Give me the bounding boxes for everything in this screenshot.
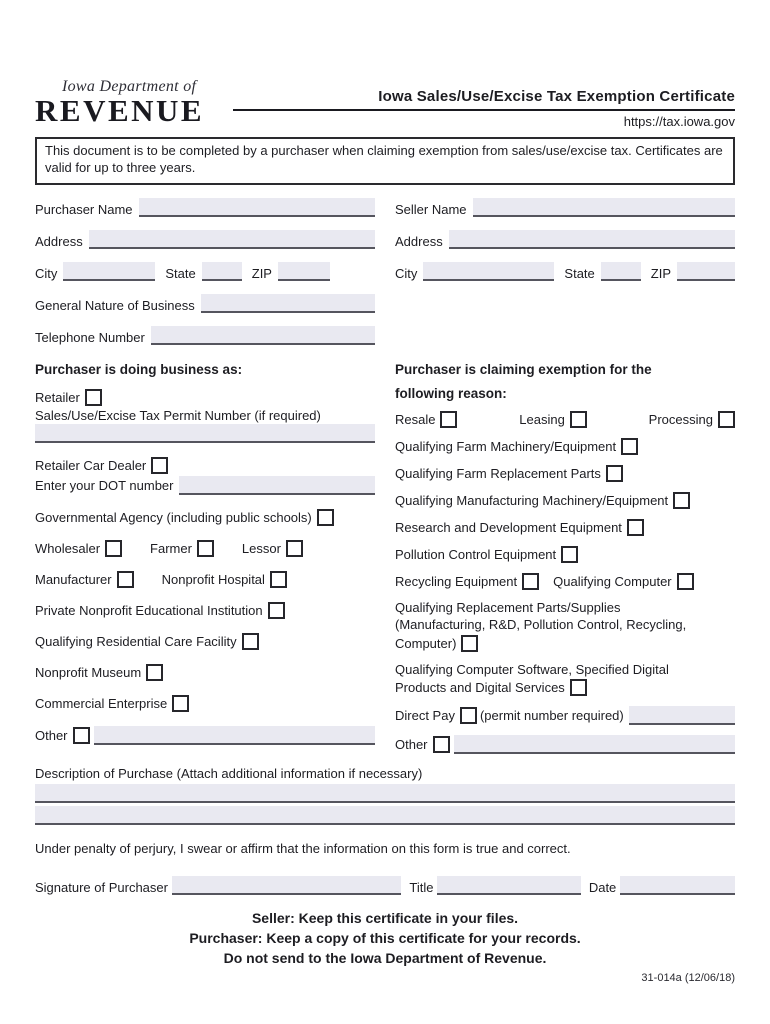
farmer-label: Farmer	[150, 540, 192, 556]
direct-pay-checkbox[interactable]	[460, 707, 477, 724]
farm-parts-checkbox[interactable]	[606, 465, 623, 482]
retailer-checkbox[interactable]	[85, 389, 102, 406]
replacement-parts-line3: Computer)	[395, 635, 457, 651]
software-line2: Products and Digital Services	[395, 679, 565, 695]
recycling-computer-row	[395, 573, 735, 590]
software-line1: Qualifying Computer Software, Specified Digital	[395, 661, 669, 677]
governmental-label: Governmental Agency (including public schools)	[35, 509, 312, 525]
business-other-checkbox[interactable]	[73, 727, 90, 744]
replacement-parts-line2: (Manufacturing, R&D, Pollution Control, Recycling,	[395, 616, 687, 632]
resale-leasing-processing-row	[395, 411, 735, 428]
lessor-checkbox[interactable]	[286, 540, 303, 557]
dot-number-row	[35, 476, 375, 495]
leasing-label: Leasing	[519, 411, 565, 427]
purchase-description-input-line1[interactable]	[35, 784, 735, 803]
seller-name-row	[395, 198, 735, 217]
replacement-parts-line3-row	[395, 635, 735, 652]
research-row	[395, 519, 735, 536]
purchaser-name-row	[35, 198, 375, 217]
exemption-heading-line2: following reason:	[395, 385, 507, 401]
checkbox-section	[35, 362, 735, 754]
seller-name-label: Seller Name	[395, 201, 467, 217]
pollution-label: Pollution Control Equipment	[395, 546, 557, 562]
lessor-label: Lessor	[241, 540, 281, 556]
seller-state-input[interactable]	[601, 262, 641, 281]
purchaser-city-label: City	[35, 265, 58, 281]
purchaser-name-label: Purchaser Name	[35, 201, 133, 217]
wholesaler-pair	[35, 540, 122, 557]
wholesaler-farmer-lessor-row	[35, 540, 375, 557]
business-other-label: Other	[35, 727, 68, 743]
farm-equipment-checkbox[interactable]	[621, 438, 638, 455]
governmental-checkbox[interactable]	[317, 509, 334, 526]
title-label: Title	[409, 879, 434, 895]
form-number: 31-014a (12/06/18)	[641, 971, 735, 984]
permit-number-input[interactable]	[35, 424, 375, 443]
logo-revenue-text: REVENUE	[35, 93, 205, 128]
purchaser-city-state-zip-row	[35, 262, 375, 281]
purchaser-name-input[interactable]	[139, 198, 375, 217]
manufacturer-label: Manufacturer	[35, 571, 112, 587]
direct-pay-label: Direct Pay	[395, 707, 455, 723]
do-not-send-note: Do not send to the Iowa Department of Revenue.	[223, 950, 547, 967]
software-line2-row	[395, 679, 735, 696]
exemption-other-row	[395, 735, 735, 754]
mfg-equipment-row	[395, 492, 735, 509]
farmer-pair	[150, 540, 214, 557]
nonprofit-museum-label: Nonprofit Museum	[35, 664, 142, 680]
direct-pay-permit-input[interactable]	[629, 706, 735, 725]
research-label: Research and Development Equipment	[395, 519, 622, 535]
residential-care-label: Qualifying Residential Care Facility	[35, 633, 237, 649]
retailer-row	[35, 389, 375, 406]
seller-address-input[interactable]	[449, 230, 735, 249]
manufacturer-checkbox[interactable]	[117, 571, 134, 588]
recycling-pair	[395, 573, 539, 590]
purchaser-info-column	[35, 198, 375, 358]
governmental-row	[35, 509, 375, 526]
telephone-label: Telephone Number	[35, 329, 145, 345]
signature-label: Signature of Purchaser	[35, 879, 168, 895]
business-nature-label: General Nature of Business	[35, 297, 195, 313]
dot-number-label: Enter your DOT number	[35, 477, 174, 493]
retailer-label: Retailer	[35, 389, 80, 405]
date-input[interactable]	[620, 876, 735, 895]
replacement-parts-line1: Qualifying Replacement Parts/Supplies	[395, 599, 621, 615]
perjury-declaration: Under penalty of perjury, I swear or affirm that the information on this form is true and correct.	[35, 840, 571, 856]
purchase-description-section	[35, 766, 735, 825]
exemption-column	[395, 362, 735, 754]
purchaser-city-input[interactable]	[63, 262, 155, 281]
replacement-parts-checkbox[interactable]	[461, 635, 478, 652]
exemption-heading-line1: Purchaser is claiming exemption for the	[395, 361, 652, 377]
qualifying-computer-label: Qualifying Computer	[553, 573, 672, 589]
purchaser-address-input[interactable]	[89, 230, 375, 249]
seller-info-column	[395, 198, 735, 358]
title-input[interactable]	[437, 876, 580, 895]
seller-keep-note: Seller: Keep this certificate in your files.	[251, 909, 519, 926]
resale-pair	[395, 411, 457, 428]
exemption-other-input[interactable]	[454, 735, 735, 754]
purchase-description-input-line2[interactable]	[35, 806, 735, 825]
residential-care-checkbox[interactable]	[242, 633, 259, 650]
instruction-notice: This document is to be completed by a purchaser when claiming exemption from sales/use/excise tax. Certificates are valid for up to three years.	[35, 137, 735, 185]
signature-input[interactable]	[172, 876, 401, 895]
private-edu-label: Private Nonprofit Educational Institution	[35, 602, 263, 618]
manufacturer-pair	[35, 571, 134, 588]
private-edu-row	[35, 602, 375, 619]
leasing-checkbox[interactable]	[570, 411, 587, 428]
farm-parts-label: Qualifying Farm Replacement Parts	[395, 465, 601, 481]
commercial-enterprise-label: Commercial Enterprise	[35, 695, 168, 711]
business-other-input[interactable]	[94, 726, 375, 745]
telephone-row	[35, 326, 375, 345]
nonprofit-hospital-checkbox[interactable]	[270, 571, 287, 588]
nonprofit-hospital-pair	[162, 571, 287, 588]
seller-address-row	[395, 230, 735, 249]
seller-city-input[interactable]	[423, 262, 554, 281]
seller-city-label: City	[395, 265, 418, 281]
commercial-enterprise-row	[35, 695, 375, 712]
recycling-checkbox[interactable]	[522, 573, 539, 590]
nonprofit-hospital-label: Nonprofit Hospital	[161, 571, 265, 587]
business-nature-input[interactable]	[201, 294, 375, 313]
lessor-pair	[242, 540, 303, 557]
car-dealer-checkbox[interactable]	[151, 457, 168, 474]
mfg-equipment-checkbox[interactable]	[673, 492, 690, 509]
purchaser-state-label: State	[165, 265, 196, 281]
seller-zip-label: ZIP	[650, 265, 671, 281]
farmer-checkbox[interactable]	[197, 540, 214, 557]
business-other-row	[35, 726, 375, 745]
wholesaler-checkbox[interactable]	[105, 540, 122, 557]
resale-label: Resale	[395, 411, 436, 427]
website-url: https://tax.iowa.gov	[623, 114, 735, 129]
commercial-enterprise-checkbox[interactable]	[172, 695, 189, 712]
seller-name-input[interactable]	[473, 198, 735, 217]
leasing-pair	[519, 411, 587, 428]
exemption-other-checkbox[interactable]	[433, 736, 450, 753]
qualifying-computer-pair	[553, 573, 694, 590]
purchaser-address-label: Address	[35, 233, 83, 249]
purchaser-state-input[interactable]	[202, 262, 242, 281]
farm-equipment-row	[395, 438, 735, 455]
software-checkbox[interactable]	[570, 679, 587, 696]
form-header	[35, 78, 735, 129]
dot-number-input[interactable]	[179, 476, 375, 495]
purchaser-zip-label: ZIP	[251, 265, 272, 281]
business-as-heading: Purchaser is doing business as:	[35, 361, 243, 377]
nonprofit-museum-checkbox[interactable]	[146, 664, 163, 681]
form-title: Iowa Sales/Use/Excise Tax Exemption Certificate	[233, 88, 735, 111]
residential-care-row	[35, 633, 375, 650]
purchaser-keep-note: Purchaser: Keep a copy of this certificate for your records.	[189, 930, 581, 947]
exemption-other-label: Other	[395, 736, 428, 752]
recycling-label: Recycling Equipment	[395, 573, 518, 589]
manufacturer-hospital-row	[35, 571, 375, 588]
farm-parts-row	[395, 465, 735, 482]
pollution-row	[395, 546, 735, 563]
farm-equipment-label: Qualifying Farm Machinery/Equipment	[395, 438, 617, 454]
party-info-section	[35, 198, 735, 358]
resale-checkbox[interactable]	[440, 411, 457, 428]
iowa-revenue-logo	[35, 78, 233, 128]
seller-zip-input[interactable]	[677, 262, 735, 281]
seller-city-state-zip-row	[395, 262, 735, 281]
mfg-equipment-label: Qualifying Manufacturing Machinery/Equipment	[395, 492, 669, 508]
direct-pay-row	[395, 706, 735, 725]
research-checkbox[interactable]	[627, 519, 644, 536]
telephone-input[interactable]	[151, 326, 375, 345]
purchaser-zip-input[interactable]	[278, 262, 330, 281]
processing-label: Processing	[648, 411, 713, 427]
pollution-checkbox[interactable]	[561, 546, 578, 563]
direct-pay-note: (permit number required)	[479, 707, 624, 723]
purchase-description-label: Description of Purchase (Attach additional information if necessary)	[35, 765, 423, 781]
processing-checkbox[interactable]	[718, 411, 735, 428]
business-as-column	[35, 362, 375, 754]
business-nature-row	[35, 294, 375, 313]
wholesaler-label: Wholesaler	[35, 540, 101, 556]
seller-address-label: Address	[395, 233, 443, 249]
car-dealer-label: Retailer Car Dealer	[35, 457, 147, 473]
title-block	[233, 78, 735, 129]
date-label: Date	[588, 879, 617, 895]
signature-section	[35, 876, 735, 895]
nonprofit-museum-row	[35, 664, 375, 681]
seller-state-label: State	[564, 265, 595, 281]
purchaser-address-row	[35, 230, 375, 249]
processing-pair	[649, 411, 735, 428]
qualifying-computer-checkbox[interactable]	[677, 573, 694, 590]
permit-number-label: Sales/Use/Excise Tax Permit Number (if required)	[35, 407, 321, 423]
car-dealer-row	[35, 457, 375, 474]
footer-notes	[35, 908, 735, 969]
logo-department-text: Iowa Department of	[62, 78, 197, 95]
private-edu-checkbox[interactable]	[268, 602, 285, 619]
